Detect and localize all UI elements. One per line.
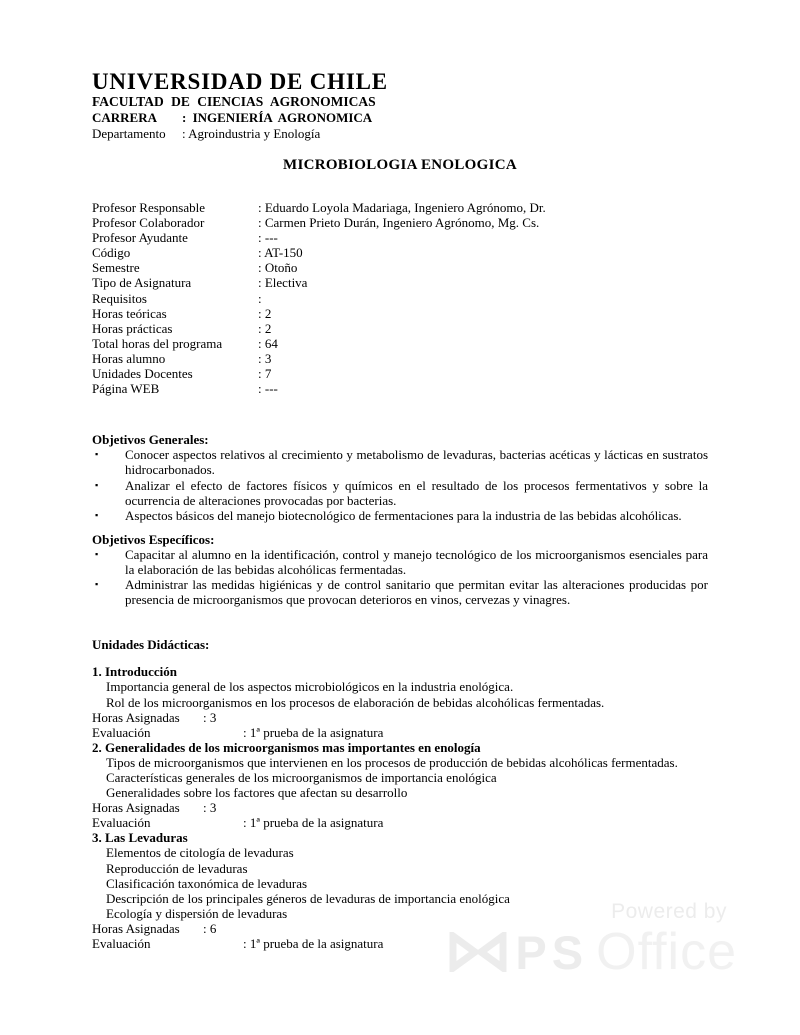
table-row: Código : AT-150 bbox=[92, 245, 303, 261]
unit-title: 3. Las Levaduras bbox=[92, 830, 188, 846]
document-content bbox=[92, 0, 708, 951]
table-row: Requisitos : bbox=[92, 290, 262, 306]
table-row: Unidades Docentes : 7 bbox=[92, 366, 272, 382]
unit-topic: Generalidades sobre los factores que afectan su desarrollo bbox=[106, 785, 408, 801]
faculty-name: FACULTAD DE CIENCIAS AGRONOMICAS bbox=[92, 94, 376, 109]
horas-asignadas-row: Horas Asignadas : 6 bbox=[92, 920, 217, 936]
table-row: Profesor Responsable : Eduardo Loyola Madariaga, Ingeniero Agrónomo, Dr. bbox=[92, 200, 546, 215]
unit-topic: Elementos de citología de levaduras bbox=[106, 845, 294, 861]
unit-topic: Tipos de microorganismos que intervienen en los procesos de producción de bebidas alcohólicas fermentadas. bbox=[106, 754, 678, 770]
objetivos-especificos-heading: Objetivos Específicos: bbox=[92, 531, 215, 547]
list-item: ▪ Administrar las medidas higiénicas y de control sanitario que permitan evitar las alteraciones producidas por presencia de microorganismos que provocan deterioros en vinos, cervezas y vinagres. bbox=[92, 577, 708, 607]
bullet-icon: ▪ bbox=[95, 509, 99, 520]
table-row: Profesor Colaborador : Carmen Prieto Durán, Ingeniero Agrónomo, Mg. Cs. bbox=[92, 215, 540, 231]
objetivos-generales-heading: Objetivos Generales: bbox=[92, 432, 209, 448]
table-row: Total horas del programa : 64 bbox=[92, 335, 278, 351]
unit-topic: Reproducción de levaduras bbox=[106, 860, 248, 876]
unit-topic: Rol de los microorganismos en los procesos de elaboración de bebidas alcohólicas fermentadas. bbox=[106, 694, 605, 710]
page-title: MICROBIOLOGIA ENOLOGICA bbox=[282, 157, 518, 173]
table-row: Horas prácticas : 2 bbox=[92, 320, 272, 336]
table-row: Tipo de Asignatura : Electiva bbox=[92, 275, 308, 291]
career-label: CARRERA bbox=[92, 110, 157, 125]
evaluacion-row: Evaluación : 1ª prueba de la asignatura bbox=[92, 936, 384, 952]
table-row: Página WEB : --- bbox=[92, 381, 278, 397]
bullet-icon: ▪ bbox=[95, 548, 99, 559]
evaluacion-row: Evaluación : 1ª prueba de la asignatura bbox=[92, 724, 384, 740]
unit-title: 2. Generalidades de los microorganismos mas importantes en enología bbox=[92, 739, 481, 755]
department-row bbox=[92, 126, 708, 142]
unit-section-1 bbox=[92, 664, 708, 739]
course-info-table bbox=[92, 200, 708, 396]
list-item: ▪ Conocer aspectos relativos al crecimiento y metabolismo de levaduras, bacterias acéticas y lácticas en sustratos hidrocarbonados. bbox=[92, 447, 708, 477]
table-row: Profesor Ayudante : --- bbox=[92, 230, 278, 246]
unit-title: 1. Introducción bbox=[92, 664, 177, 680]
department-value: : Agroindustria y Enología bbox=[182, 126, 321, 141]
list-item: ▪ Aspectos básicos del manejo biotecnológico de fermentaciones para la industria de las bebidas alcohólicas. bbox=[92, 508, 708, 523]
powered-by-text: Powered by bbox=[611, 900, 727, 923]
career-value: : INGENIERÍA AGRONOMICA bbox=[182, 110, 373, 125]
career-row bbox=[92, 110, 708, 126]
university-name: UNIVERSIDAD DE CHILE bbox=[92, 69, 388, 94]
evaluacion-row: Evaluación : 1ª prueba de la asignatura bbox=[92, 815, 384, 831]
unit-topic: Ecología y dispersión de levaduras bbox=[106, 905, 288, 921]
bullet-icon: ▪ bbox=[95, 449, 99, 460]
table-row: Semestre : Otoño bbox=[92, 260, 298, 276]
bullet-icon: ▪ bbox=[95, 579, 99, 590]
unit-topic: Clasificación taxonómica de levaduras bbox=[106, 875, 308, 891]
table-row: Horas alumno : 3 bbox=[92, 350, 272, 366]
horas-asignadas-row: Horas Asignadas : 3 bbox=[92, 709, 217, 725]
unit-topic: Importancia general de los aspectos microbiológicos en la industria enológica. bbox=[106, 679, 514, 695]
list-item: ▪ Capacitar al alumno en la identificación, control y manejo tecnológico de los microorganismos esenciales para la elaboración de las bebidas alcohólicas fermentadas. bbox=[92, 547, 708, 577]
unit-section-3 bbox=[92, 830, 708, 951]
unit-topic: Características generales de los microorganismos de importancia enológica bbox=[106, 770, 497, 785]
department-label: Departamento bbox=[92, 126, 166, 141]
bullet-icon: ▪ bbox=[95, 479, 99, 490]
unit-topic: Descripción de los principales géneros de levaduras de importancia enológica bbox=[106, 890, 510, 906]
objetivos-especificos-list bbox=[92, 547, 708, 607]
wps-ps-text: PS bbox=[515, 925, 589, 979]
unidades-didacticas-heading: Unidades Didácticas: bbox=[92, 637, 210, 653]
objetivos-generales-list bbox=[92, 447, 708, 522]
wps-office-text: Office bbox=[596, 923, 737, 981]
horas-asignadas-row: Horas Asignadas : 3 bbox=[92, 800, 217, 816]
table-row: Horas teóricas : 2 bbox=[92, 305, 272, 321]
unit-section-2 bbox=[92, 740, 708, 831]
list-item: ▪ Analizar el efecto de factores físicos y químicos en el resultado de los procesos fermentativos y sobre la ocurrencia de alteraciones provocadas por bacterias. bbox=[92, 478, 708, 508]
